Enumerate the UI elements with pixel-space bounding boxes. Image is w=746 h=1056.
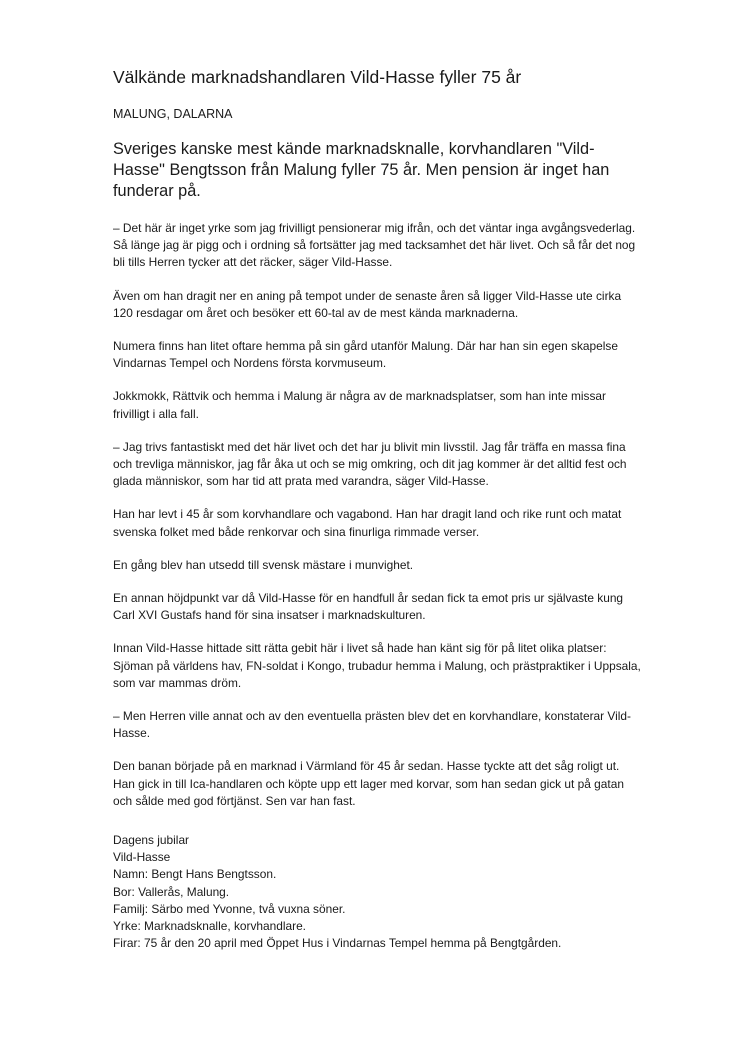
dateline: MALUNG, DALARNA bbox=[113, 107, 233, 121]
paragraph-11: Den banan började på en marknad i Värmland för 45 år sedan. Hasse tyckte att det såg roligt ut. Han gick in till Ica-handlaren och köpte upp ett lager med korvar, som han sedan gick ut på gatan och sålde med god förtjänst. Sen var han fast. bbox=[113, 759, 624, 808]
fact-celebration: Firar: 75 år den 20 april med Öppet Hus i Vindarnas Tempel hemma på Bengtgården. bbox=[113, 936, 562, 951]
paragraph-5: – Jag trivs fantastiskt med det här livet och det har ju blivit min livsstil. Jag får träffa en massa fina och trevliga människor, jag får åka ut och se mig omkring, och dit jag kommer är det alltid fest och glada människor, som har tid att prata med varandra, säger Vild-Hasse. bbox=[113, 439, 627, 489]
paragraph-9: Innan Vild-Hasse hittade sitt rätta gebit här i livet så hade han känt sig för på litet olika platser: Sjöman på världens hav, FN-soldat i Kongo, trubadur hemma i Malung, och prästpraktiker i Uppsala, som var mammas dröm. bbox=[113, 641, 641, 690]
fact-nickname: Vild-Hasse bbox=[113, 850, 171, 865]
fact-full-name: Namn: Bengt Hans Bengtsson. bbox=[113, 867, 277, 882]
lead-paragraph: Sveriges kanske mest kände marknadsknalle, korvhandlaren "Vild-Hasse" Bengtsson från Malung fyller 75 år. Men pension är inget han funderar på. bbox=[113, 140, 610, 200]
fact-residence: Bor: Vallerås, Malung. bbox=[113, 884, 230, 899]
paragraph-4: Jokkmokk, Rättvik och hemma i Malung är några av de marknadsplatser, som han inte missar frivilligt i alla fall. bbox=[113, 389, 607, 421]
paragraph-6: Han har levt i 45 år som korvhandlare och vagabond. Han har dragit land och rike runt och matat svenska folket med både renkorvar och sina finurliga rimmade verser. bbox=[113, 507, 622, 539]
fact-family: Familj: Särbo med Yvonne, två vuxna söner. bbox=[113, 901, 346, 916]
paragraph-3: Numera finns han litet oftare hemma på sin gård utanför Malung. Där har han sin egen skapelse Vindarnas Tempel och Nordens första korvmuseum. bbox=[113, 339, 618, 371]
paragraph-7: En gång blev han utsedd till svensk mästare i munvighet. bbox=[113, 557, 414, 572]
fact-profession: Yrke: Marknadsknalle, korvhandlare. bbox=[113, 919, 306, 934]
paragraph-8: En annan höjdpunkt var då Vild-Hasse för en handfull år sedan fick ta emot pris ur självaste kung Carl XVI Gustafs hand för sina insatser i marknadskulturen. bbox=[113, 591, 624, 623]
fact-box bbox=[113, 832, 653, 952]
paragraph-2: Även om han dragit ner en aning på tempot under de senaste åren så ligger Vild-Hasse ute cirka 120 resdagar om året och besöker ett 60-tal av de mest kända marknaderna. bbox=[113, 288, 622, 320]
paragraph-10: – Men Herren ville annat och av den eventuella prästen blev det en korvhandlare, konstaterar Vild-Hasse. bbox=[113, 709, 631, 741]
paragraph-1: – Det här är inget yrke som jag frivilligt pensionerar mig ifrån, och det väntar inga avgångsvederlag. Så länge jag är pigg och i ordning så fortsätter jag med tacksamhet det här livet. Och så får det nog bli tills Herren tycker att det räcker, säger Vild-Hasse. bbox=[113, 221, 636, 270]
article bbox=[113, 66, 653, 953]
article-body bbox=[113, 220, 653, 810]
article-title: Välkände marknadshandlaren Vild-Hasse fyller 75 år bbox=[113, 67, 522, 87]
fact-heading: Dagens jubilar bbox=[113, 833, 190, 848]
